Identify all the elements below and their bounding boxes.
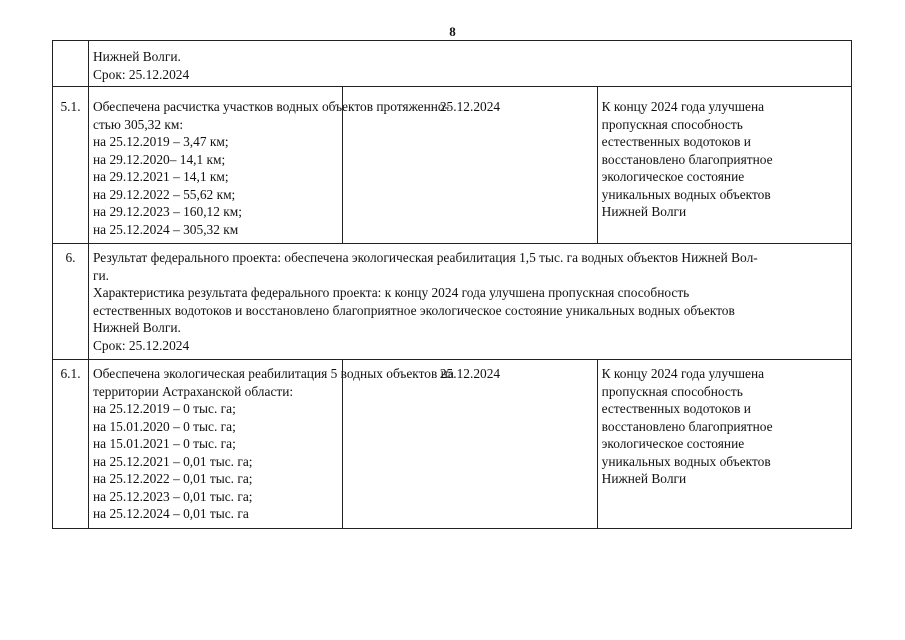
text-line: Обеспечена расчистка участков водных объектов протяженно- bbox=[93, 99, 450, 114]
text-line: на 25.12.2024 – 305,32 км bbox=[93, 221, 239, 237]
text-line: территории Астраханской области: bbox=[93, 383, 294, 399]
text-line: на 15.01.2021 – 0 тыс. га; bbox=[93, 436, 236, 451]
text-line: Нижней Волги bbox=[601, 471, 687, 486]
text-line: экологическое состояние bbox=[601, 169, 745, 184]
text-line: К концу 2024 года улучшена bbox=[601, 99, 765, 114]
row-description bbox=[89, 87, 450, 244]
text-line: Обеспечена экологическая реабилитация 5 водных объектов на bbox=[93, 366, 454, 381]
federal-project-result bbox=[89, 244, 852, 360]
text-line: К концу 2024 года улучшена bbox=[601, 366, 765, 381]
text-line: на 29.12.2020– 14,1 км; bbox=[93, 151, 226, 167]
text-line: восстановлено благоприятное bbox=[601, 418, 773, 434]
text-line: естественных водотоков и bbox=[601, 401, 751, 416]
text-line: Нижней Волги. bbox=[93, 49, 181, 64]
text-line: естественных водотоков и восстановлено благоприятное экологическое состояние уникальных водных объектов bbox=[93, 302, 735, 318]
page-number: 8 bbox=[449, 24, 456, 39]
table-row-6 bbox=[53, 244, 852, 360]
text-line: на 25.12.2022 – 0,01 тыс. га; bbox=[93, 471, 253, 486]
text-line: Нижней Волги. bbox=[93, 320, 181, 335]
text-line: ги. bbox=[93, 267, 110, 283]
text-line: на 29.12.2022 – 55,62 км; bbox=[93, 186, 236, 202]
table-row-6-1 bbox=[53, 360, 852, 529]
text-line: восстановлено благоприятное bbox=[601, 151, 773, 167]
text-line: пропускная способность bbox=[601, 383, 743, 399]
text-line: экологическое состояние bbox=[601, 436, 745, 451]
row-result bbox=[597, 87, 851, 244]
row-result bbox=[597, 360, 851, 529]
table-row-5-1 bbox=[53, 87, 852, 244]
text-line: Нижней Волги bbox=[601, 204, 687, 219]
row-number: 6.1. bbox=[53, 360, 89, 529]
continuation-text bbox=[89, 41, 852, 87]
row-deadline: 25.12.2024 bbox=[343, 360, 597, 529]
row-description bbox=[89, 360, 454, 529]
project-table bbox=[52, 40, 852, 529]
text-line: Срок: 25.12.2024 bbox=[93, 337, 190, 353]
text-line: уникальных водных объектов bbox=[601, 186, 771, 202]
text-line: на 25.12.2023 – 0,01 тыс. га; bbox=[93, 488, 253, 504]
text-line: на 25.12.2019 – 3,47 км; bbox=[93, 134, 229, 149]
row-deadline: 25.12.2024 bbox=[343, 87, 597, 244]
table-row-continuation bbox=[53, 41, 852, 87]
row-number: 5.1. bbox=[53, 87, 89, 244]
text-line: Характеристика результата федерального проекта: к концу 2024 года улучшена пропускная способность bbox=[93, 285, 690, 300]
text-line: на 25.12.2021 – 0,01 тыс. га; bbox=[93, 453, 253, 469]
text-line: естественных водотоков и bbox=[601, 134, 751, 149]
text-line: на 15.01.2020 – 0 тыс. га; bbox=[93, 418, 236, 434]
text-line: на 25.12.2019 – 0 тыс. га; bbox=[93, 401, 236, 416]
text-line: Срок: 25.12.2024 bbox=[93, 66, 190, 82]
text-line: уникальных водных объектов bbox=[601, 453, 771, 469]
text-line: стью 305,32 км: bbox=[93, 116, 184, 132]
row-number: 6. bbox=[53, 244, 89, 360]
text-line: на 29.12.2021 – 14,1 км; bbox=[93, 169, 229, 184]
text-line: на 25.12.2024 – 0,01 тыс. га bbox=[93, 506, 249, 521]
text-line: на 29.12.2023 – 160,12 км; bbox=[93, 204, 242, 219]
text-line: Результат федерального проекта: обеспечена экологическая реабилитация 1,5 тыс. га водных объектов Нижней Вол- bbox=[93, 250, 758, 265]
text-line: пропускная способность bbox=[601, 116, 743, 132]
row-number bbox=[53, 41, 89, 87]
